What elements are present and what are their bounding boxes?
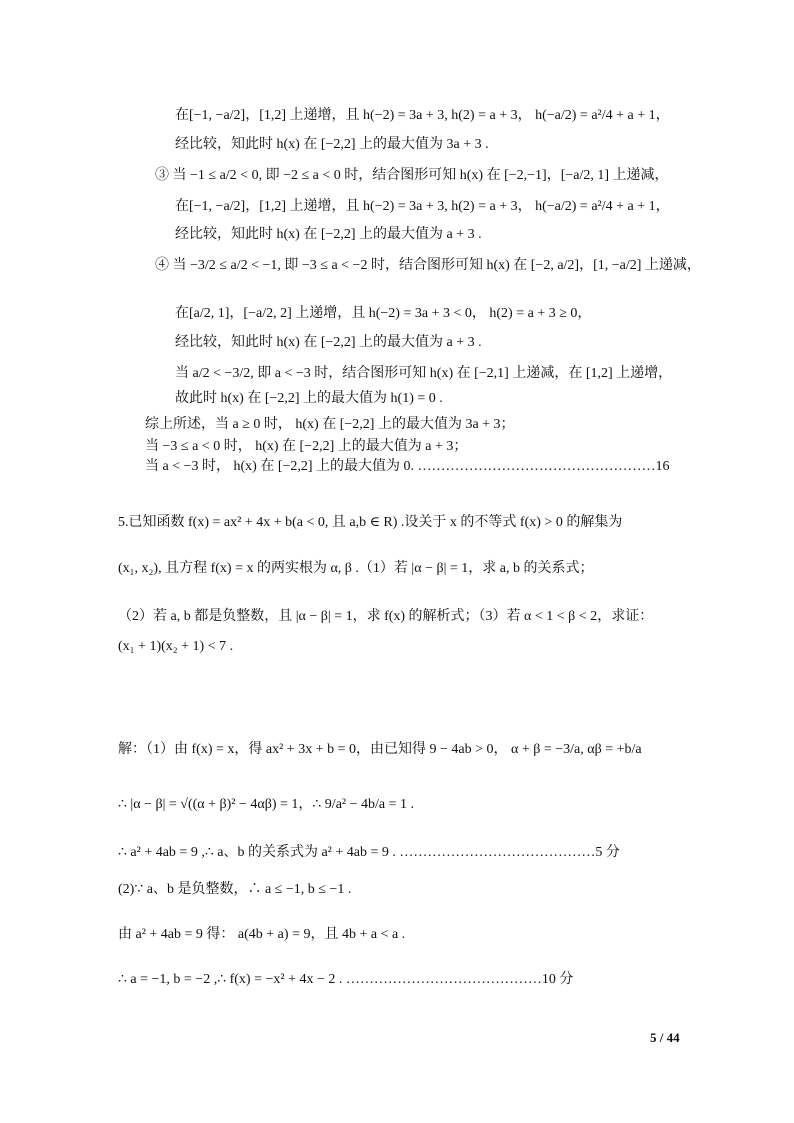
text-line: 在[a/2, 1]，[−a/2, 2] 上递增，且 h(−2) = 3a + 3 < 0， h(2) = a + 3 ≥ 0， (175, 306, 592, 321)
solution-line: ∴ a² + 4ab = 9 ,∴ a、b 的关系式为 a² + 4ab = 9 . ……………………………………5 分 (118, 845, 620, 860)
text-line: 当 a/2 < −3/2, 即 a < −3 时，结合图形可知 h(x) 在 [−2,1] 上递减，在 [1,2] 上递增， (175, 366, 673, 381)
solution-line: ∴ a = −1, b = −2 ,∴ f(x) = −x² + 4x − 2 . ……………………………………10 分 (118, 972, 574, 987)
summary-line: 综上所述，当 a ≥ 0 时， h(x) 在 [−2,2] 上的最大值为 3a + 3； (145, 417, 515, 432)
case-3-line: ③ 当 −1 ≤ a/2 < 0, 即 −2 ≤ a < 0 时，结合图形可知 h(x) 在 [−2,−1]，[−a/2, 1] 上递减， (155, 168, 669, 183)
problem-line: 5.已知函数 f(x) = ax² + 4x + b(a < 0, 且 a,b ∈ R) .设关于 x 的不等式 f(x) > 0 的解集为 (118, 515, 623, 530)
problem-line: (x₁, x₂), 且方程 f(x) = x 的两实根为 α, β .（1）若 |α − β| = 1，求 a, b 的关系式； (118, 561, 594, 576)
problem-line: (x₁ + 1)(x₂ + 1) < 7 . (118, 639, 234, 654)
summary-line: 当 a < −3 时， h(x) 在 [−2,2] 上的最大值为 0. ……………………………………………16 (145, 459, 670, 474)
solution-line: (2)∵ a、b 是负整数，∴ a ≤ −1, b ≤ −1 . (118, 882, 352, 897)
solution-line: ∴ |α − β| = √((α + β)² − 4αβ) = 1，∴ 9/a² − 4b/a = 1 . (118, 797, 414, 812)
text-line: 经比较，知此时 h(x) 在 [−2,2] 上的最大值为 3a + 3 . (175, 137, 489, 152)
text-line: 故此时 h(x) 在 [−2,2] 上的最大值为 h(1) = 0 . (175, 391, 443, 406)
text-line: 经比较，知此时 h(x) 在 [−2,2] 上的最大值为 a + 3 . (175, 335, 482, 350)
solution-line: 解：（1）由 f(x) = x，得 ax² + 3x + b = 0，由已知得 9 − 4ab > 0， α + β = −3/a, αβ = +b/a (118, 742, 642, 757)
text-line: 在[−1, −a/2]，[1,2] 上递增，且 h(−2) = 3a + 3, h(2) = a + 3， h(−a/2) = a²/4 + a + 1， (175, 199, 670, 214)
solution-line: 由 a² + 4ab = 9 得： a(4b + a) = 9，且 4b + a < a . (118, 927, 406, 942)
summary-line: 当 −3 ≤ a < 0 时， h(x) 在 [−2,2] 上的最大值为 a + 3； (145, 439, 468, 454)
problem-line: （2）若 a, b 都是负整数，且 |α − β| = 1，求 f(x) 的解析式；（3）若 α < 1 < β < 2，求证： (118, 609, 654, 624)
text-line: 在[−1, −a/2]，[1,2] 上递增，且 h(−2) = 3a + 3, h(2) = a + 3， h(−a/2) = a²/4 + a + 1， (175, 108, 670, 123)
case-4-line: ④ 当 −3/2 ≤ a/2 < −1, 即 −3 ≤ a < −2 时，结合图形可知 h(x) 在 [−2, a/2]，[1, −a/2] 上递减， (155, 258, 701, 273)
page-number: 5 / 44 (650, 1030, 680, 1045)
text-line: 经比较，知此时 h(x) 在 [−2,2] 上的最大值为 a + 3 . (175, 227, 482, 242)
